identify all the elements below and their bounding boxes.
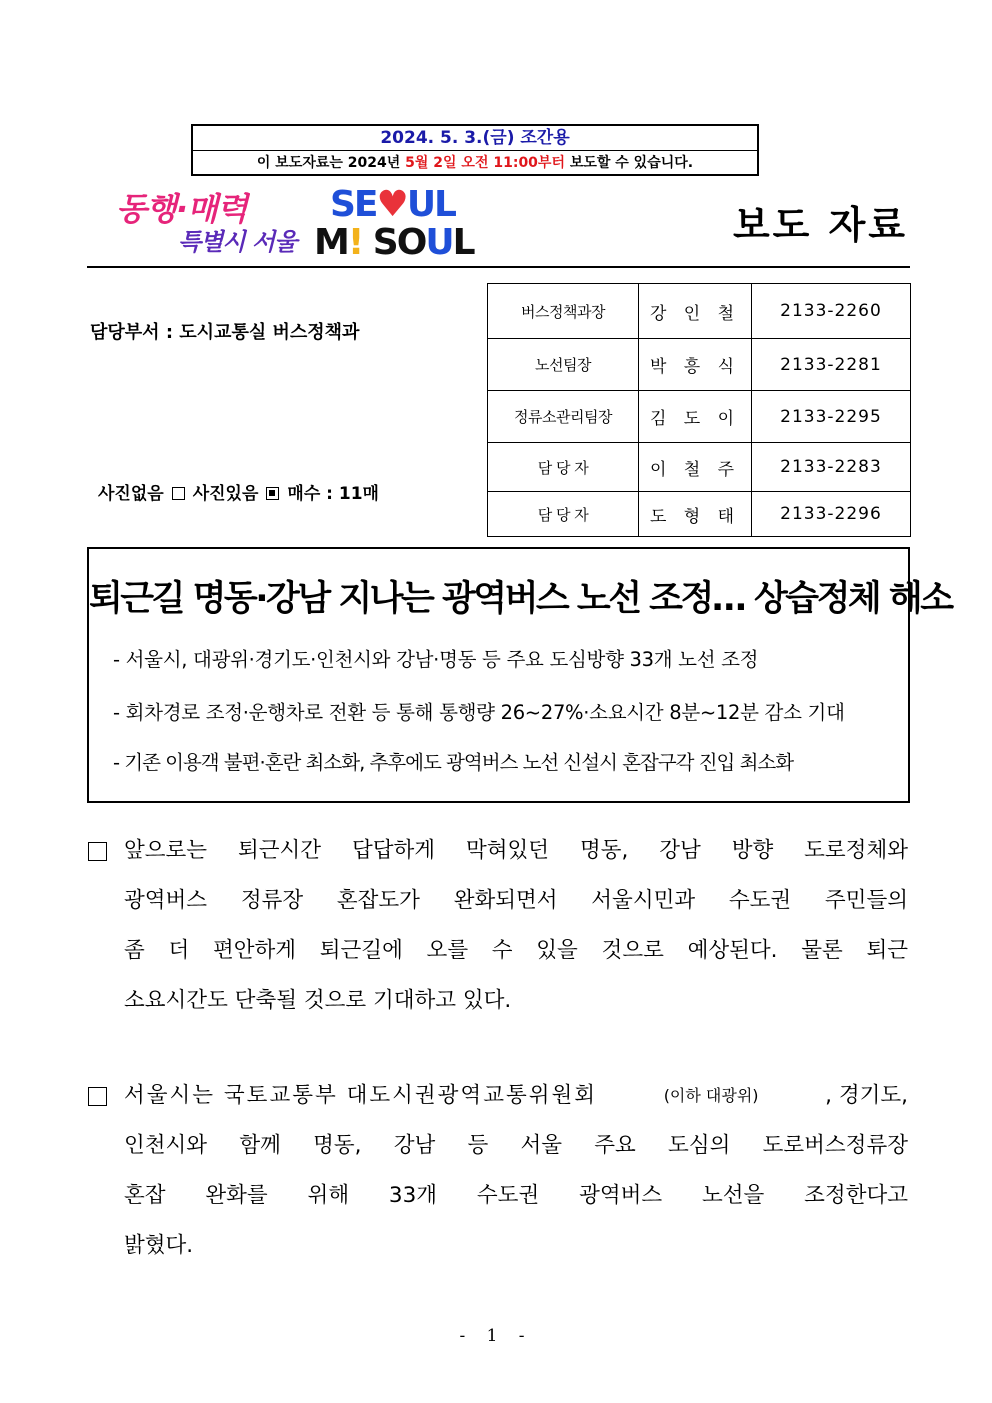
contact-phone: 2133-2296 [752, 492, 911, 537]
brand-line-1: SE♥UL [330, 184, 455, 225]
contact-role: 버스정책과장 [488, 284, 639, 339]
release-info-box [191, 124, 759, 176]
contact-phone: 2133-2281 [752, 339, 911, 391]
contact-phone: 2133-2295 [752, 391, 911, 443]
paragraph-line: 광역버스 정류장 혼잡도가 완화되면서 서울시민과 수도권 주민들의 [124, 888, 908, 913]
no-photo-label: 사진없음 [98, 484, 164, 504]
slogan-line-2: 특별시 서울 [178, 228, 297, 256]
contact-name: 도 형 태 [639, 492, 752, 537]
paragraph-line: 혼잡 완화를 위해 33개 수도권 광역버스 노선을 조정한다고 [124, 1183, 908, 1208]
paragraph-line: 좀 더 편안하게 퇴근길에 오를 수 있을 것으로 예상된다. 물론 퇴근 [124, 938, 908, 963]
photo-count: 매수 : 11매 [287, 484, 379, 504]
paragraph-text: 서울시는 국토교통부 대도시권광역교통위원회 [124, 1083, 598, 1108]
slogan-line-1: 동행·매력 [116, 190, 247, 228]
paragraph-text: , 경기도, [825, 1083, 908, 1108]
contact-name: 강 인 철 [639, 284, 752, 339]
contact-role: 담 당 자 [488, 443, 639, 492]
photo-info [98, 479, 387, 504]
paragraph-line: 앞으로는 퇴근시간 답답하게 막혀있던 명동, 강남 방향 도로정체와 [124, 838, 908, 863]
no-photo-checkbox-icon [172, 487, 185, 500]
bullet-box-icon [88, 842, 107, 861]
embargo-prefix: 이 보도자료는 2024년 [256, 155, 406, 171]
paragraph-line [124, 1071, 908, 1121]
seoul-my-soul-logo [314, 184, 474, 264]
headline: 퇴근길 명동·강남 지나는 광역버스 노선 조정… 상습정체 해소 [89, 579, 952, 619]
embargo-suffix: 보도할 수 있습니다. [564, 155, 694, 171]
subheading: - 기존 이용객 불편·혼란 최소화, 추후에도 광역버스 노선 신설시 혼잡구각 진입 최소화 [113, 751, 794, 774]
table-row [488, 339, 911, 391]
contact-phone: 2133-2260 [752, 284, 911, 339]
paragraph-line: 소요시간도 단축될 것으로 기대하고 있다. [124, 988, 512, 1013]
release-date: 2024. 5. 3.(금) 조간용 [193, 126, 757, 151]
table-row [488, 391, 911, 443]
table-row [488, 492, 911, 537]
seoul-slogan-logo [108, 184, 297, 260]
paragraph-line: 밝혔다. [124, 1233, 194, 1258]
contact-phone: 2133-2283 [752, 443, 911, 492]
header-divider [87, 266, 910, 268]
brand-line-2: M! SOUL [314, 222, 474, 263]
contact-role: 노선팀장 [488, 339, 639, 391]
document-type-title: 보도 자료 [732, 203, 908, 247]
contact-name: 이 철 주 [639, 443, 752, 492]
table-row [488, 443, 911, 492]
embargo-notice [193, 151, 757, 175]
table-row [488, 284, 911, 339]
contact-name: 박 흥 식 [639, 339, 752, 391]
contact-table [487, 283, 911, 537]
with-photo-checkbox-icon [266, 487, 279, 500]
subheading: - 회차경로 조정·운행차로 전환 등 통해 통행량 26~27%·소요시간 8분~12분 감소 기대 [113, 701, 845, 724]
bullet-box-icon [88, 1087, 107, 1106]
paragraph-note: (이하 대광위) [663, 1086, 759, 1105]
subheading: - 서울시, 대광위·경기도·인천시와 강남·명동 등 주요 도심방향 33개 노선 조정 [113, 648, 759, 671]
contact-role: 담 당 자 [488, 492, 639, 537]
page-number: - 1 - [459, 1326, 533, 1346]
contact-role: 정류소관리팀장 [488, 391, 639, 443]
headline-box [87, 547, 952, 803]
contact-name: 김 도 이 [639, 391, 752, 443]
embargo-time: 5월 2일 오전 11:00부터 [405, 155, 565, 171]
department-label: 담당부서 : 도시교통실 버스정책과 [90, 322, 360, 343]
paragraph-line: 인천시와 함께 명동, 강남 등 서울 주요 도심의 도로버스정류장 [124, 1133, 908, 1158]
with-photo-label: 사진있음 [192, 484, 259, 504]
